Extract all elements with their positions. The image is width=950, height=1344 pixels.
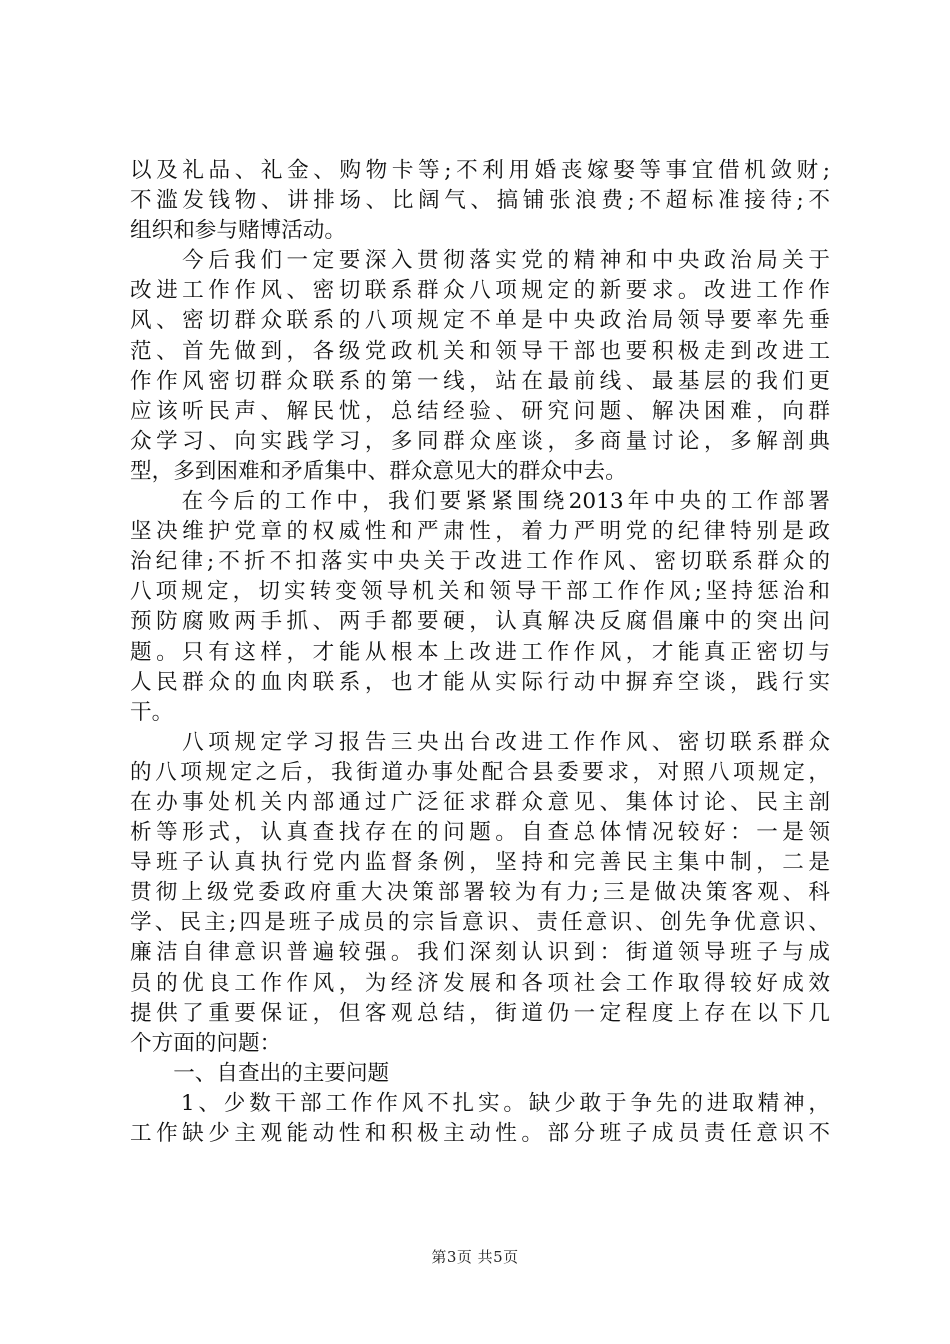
page-footer: 第3页 共5页 — [431, 1248, 519, 1266]
text-line: 不滥发钱物、讲排场、比阔气、搞铺张浪费;不超标准接待;不 — [130, 188, 830, 214]
text-line: 组织和参与赌博活动。 — [130, 218, 346, 244]
text-line: 在办事处机关内部通过广泛征求群众意见、集体讨论、民主剖 — [130, 789, 830, 815]
text-line: 应该听民声、解民忧，总结经验、研究问题、解决困难，向群 — [130, 398, 830, 424]
text-line: 型，多到困难和矛盾集中、群众意见大的群众中去。 — [130, 458, 627, 484]
text-line: 工作缺少主观能动性和积极主动性。部分班子成员责任意识不 — [130, 1121, 830, 1146]
text-line: 预防腐败两手抓、两手都要硬，认真解决反腐倡廉中的突出问 — [130, 609, 830, 635]
text-line: 廉洁自律意识普遍较强。我们深刻认识到：街道领导班子与成 — [130, 940, 830, 966]
text-line: 题。只有这样，才能从根本上改进工作作风，才能真正密切与 — [130, 639, 830, 665]
text-line: 改进工作作风、密切联系群众八项规定的新要求。改进工作作 — [130, 278, 830, 304]
text-line: 在今后的工作中，我们要紧紧围绕2013年中央的工作部署 — [130, 489, 830, 515]
text-line: 的八项规定之后，我街道办事处配合县委要求，对照八项规定， — [130, 759, 830, 785]
text-line: 1、少数干部工作作风不扎实。缺少敢于争先的进取精神， — [130, 1090, 830, 1116]
text-line: 学、民主;四是班子成员的宗旨意识、责任意识、创先争优意识、 — [130, 910, 830, 936]
text-line: 提供了重要保证，但客观总结，街道仍一定程度上存在以下几 — [130, 1000, 830, 1026]
text-line: 作作风密切群众联系的第一线，站在最前线、最基层的我们更 — [130, 368, 830, 394]
text-line: 员的优良工作作风，为经济发展和各项社会工作取得较好成效 — [130, 970, 830, 996]
text-line: 八项规定学习报告三央出台改进工作作风、密切联系群众 — [130, 729, 830, 755]
text-line: 范、首先做到，各级党政机关和领导干部也要积极走到改进工 — [130, 338, 830, 364]
text-line: 治纪律;不折不扣落实中央关于改进工作作风、密切联系群众的 — [130, 549, 830, 575]
text-line: 贯彻上级党委政府重大决策部署较为有力;三是做决策客观、科 — [130, 880, 830, 906]
text-line: 干。 — [130, 699, 174, 725]
text-line: 风、密切群众联系的八项规定不单是中央政治局领导要率先垂 — [130, 308, 830, 334]
text-line: 众学习、向实践学习，多同群众座谈，多商量讨论，多解剖典 — [130, 428, 830, 454]
text-line: 一、自查出的主要问题 — [130, 1060, 390, 1086]
text-line: 以及礼品、礼金、购物卡等;不利用婚丧嫁娶等事宜借机敛财; — [130, 158, 830, 183]
text-line: 个方面的问题： — [130, 1030, 282, 1056]
body-text — [130, 156, 830, 1149]
text-line: 今后我们一定要深入贯彻落实党的精神和中央政治局关于 — [130, 248, 830, 274]
text-line: 坚决维护党章的权威性和严肃性，着力严明党的纪律特别是政 — [130, 519, 830, 545]
text-line: 人民群众的血肉联系，也才能从实际行动中摒弃空谈，践行实 — [130, 669, 830, 695]
text-line: 导班子认真执行党内监督条例，坚持和完善民主集中制，二是 — [130, 850, 830, 876]
text-line: 八项规定，切实转变领导机关和领导干部工作作风;坚持惩治和 — [130, 579, 830, 605]
text-line: 析等形式，认真查找存在的问题。自查总体情况较好：一是领 — [130, 820, 830, 846]
